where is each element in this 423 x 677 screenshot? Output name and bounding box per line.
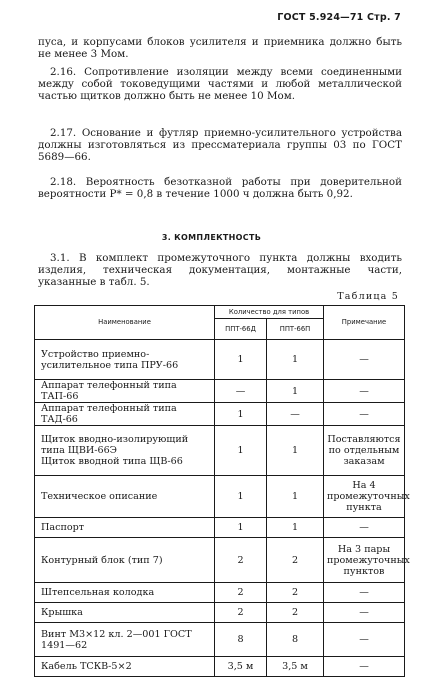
table-caption: Таблица 5 — [337, 291, 399, 302]
cell-qty-1: 1 — [215, 403, 267, 426]
table-row — [35, 340, 405, 380]
paragraph-continuation — [38, 36, 402, 60]
paragraph-text: 2.16. Сопротивление изоляции между всеми соединенными между собой токоведущими частями и любой металлической частью щитков должно быть не менее 10 Мом. — [38, 66, 402, 102]
paragraph-2-18 — [38, 176, 402, 200]
cell-note: — — [324, 518, 405, 538]
table-row — [35, 603, 405, 623]
cell-name: Винт М3×12 кл. 2—001 ГОСТ 1491—62 — [35, 623, 215, 657]
cell-qty-1: 1 — [215, 518, 267, 538]
paragraph-text: 3.1. В комплект промежуточного пункта должны входить изделия, техническая документация, монтажные части, указанные в табл. 5. — [38, 252, 402, 288]
cell-qty-1: 1 — [215, 340, 267, 380]
cell-qty-1: 2 — [215, 603, 267, 623]
cell-note: — — [324, 340, 405, 380]
table-row — [35, 476, 405, 518]
table-row — [35, 380, 405, 403]
cell-name: Устройство приемно-усилительное типа ПРУ-66 — [35, 340, 215, 380]
cell-name: Щиток вводно-изолирующий типа ЩВИ-66Э Щиток вводной типа ЩВ-66 — [35, 426, 215, 476]
table-row — [35, 623, 405, 657]
cell-note: — — [324, 657, 405, 677]
cell-qty-1: 8 — [215, 623, 267, 657]
paragraph-text: пуса, и корпусами блоков усилителя и приемника должно быть не менее 3 Мом. — [38, 36, 402, 60]
cell-qty-2: 1 — [267, 426, 324, 476]
table-row — [35, 538, 405, 583]
cell-note: — — [324, 380, 405, 403]
cell-note: На 4 промежуточных пункта — [324, 476, 405, 518]
section-title: 3. КОМПЛЕКТНОСТЬ — [161, 233, 262, 242]
cell-qty-2: 2 — [267, 583, 324, 603]
cell-qty-2: 8 — [267, 623, 324, 657]
header-name: Наименование — [35, 306, 215, 340]
paragraph-2-17 — [38, 127, 402, 163]
cell-note: — — [324, 603, 405, 623]
equipment-table — [34, 305, 410, 677]
cell-name: Контурный блок (тип 7) — [35, 538, 215, 583]
cell-qty-2: 1 — [267, 476, 324, 518]
cell-qty-1: 3,5 м — [215, 657, 267, 677]
cell-note: Поставляются по отдельным заказам — [324, 426, 405, 476]
paragraph-text: 2.18. Вероятность безотказной работы при доверительной вероятности P* = 0,8 в течение 1000 ч должна быть 0,92. — [38, 176, 402, 200]
cell-name: Техническое описание — [35, 476, 215, 518]
table-row — [35, 403, 405, 426]
cell-qty-1: — — [215, 380, 267, 403]
header-qty-group: Количество для типов — [215, 306, 324, 319]
header-note: Примечание — [324, 306, 405, 340]
cell-qty-2: — — [267, 403, 324, 426]
cell-name: Аппарат телефонный типа ТАП-66 — [35, 380, 215, 403]
table-row — [35, 426, 405, 476]
cell-note: — — [324, 583, 405, 603]
header-type-ppt66d: ППТ-66Д — [215, 319, 267, 340]
paragraph-text: 2.17. Основание и футляр приемно-усилительного устройства должны изготовляться из прессматериала группы 03 по ГОСТ 5689—66. — [38, 127, 402, 163]
cell-note: На 3 пары промежуточных пунктов — [324, 538, 405, 583]
cell-name: Кабель ТСКВ-5×2 — [35, 657, 215, 677]
cell-name: Штепсельная колодка — [35, 583, 215, 603]
cell-qty-1: 2 — [215, 583, 267, 603]
cell-name: Паспорт — [35, 518, 215, 538]
cell-qty-2: 1 — [267, 340, 324, 380]
cell-name: Аппарат телефонный типа ТАД-66 — [35, 403, 215, 426]
cell-qty-2: 2 — [267, 603, 324, 623]
paragraph-3-1 — [38, 252, 402, 288]
cell-qty-2: 2 — [267, 538, 324, 583]
cell-note: — — [324, 623, 405, 657]
paragraph-2-16 — [38, 66, 402, 102]
cell-name: Крышка — [35, 603, 215, 623]
table-row — [35, 518, 405, 538]
table-row — [35, 657, 405, 677]
page-header: ГОСТ 5.924—71 Стр. 7 — [277, 12, 401, 23]
cell-qty-2: 3,5 м — [267, 657, 324, 677]
table-row — [35, 583, 405, 603]
cell-qty-2: 1 — [267, 380, 324, 403]
cell-qty-1: 1 — [215, 426, 267, 476]
cell-note: — — [324, 403, 405, 426]
cell-qty-1: 2 — [215, 538, 267, 583]
cell-qty-2: 1 — [267, 518, 324, 538]
cell-qty-1: 1 — [215, 476, 267, 518]
header-type-ppt66p: ППТ-66П — [267, 319, 324, 340]
